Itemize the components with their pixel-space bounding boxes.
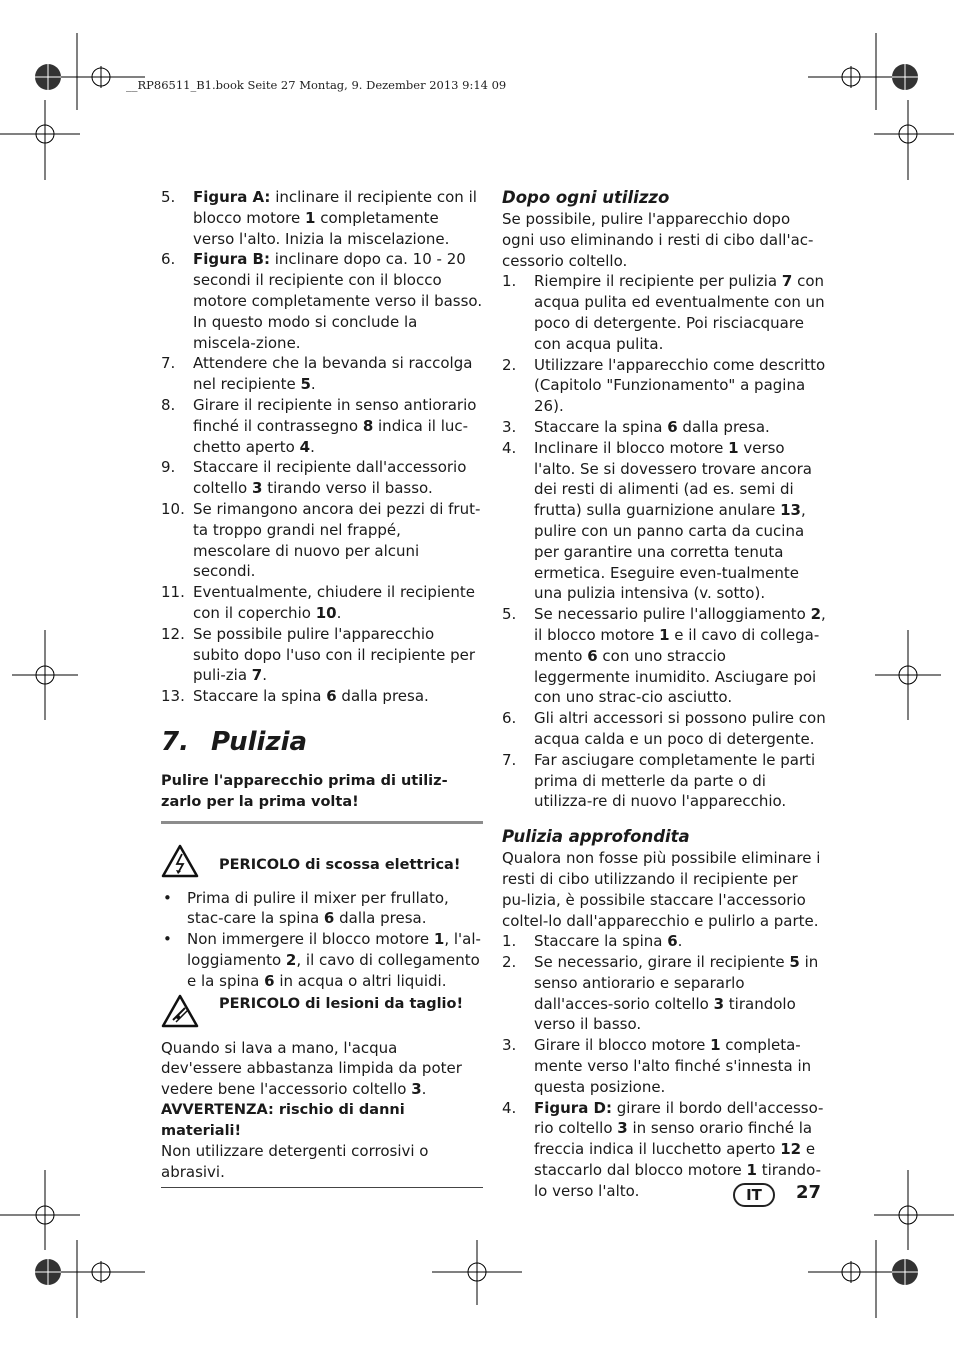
list-item	[161, 187, 483, 249]
text-run: Se possibile pulire l'apparecchio subito dopo l'uso con il recipiente per puli-zia	[193, 624, 476, 685]
section-title: Pulizia	[211, 726, 308, 757]
list-item	[502, 1035, 826, 1097]
bold-ref: 6	[667, 932, 678, 951]
bold-ref: 2	[810, 605, 822, 624]
list-number: •	[163, 930, 172, 949]
cut-warning-text	[161, 1038, 483, 1100]
list-item	[502, 355, 826, 417]
text-run: completamente verso l'alto. Inizia la miscelazione.	[193, 208, 450, 248]
text-run: Quando si lava a mano, l'acqua dev'essere abbastanza limpida da poter vedere bene l'accessorio coltello	[161, 1038, 462, 1099]
bold-ref: 1	[659, 625, 670, 644]
bold-ref: Figura B:	[193, 250, 270, 269]
list-number: 3.	[502, 417, 517, 436]
text-run: completa-mente verso l'alto finché s'innesta in questa posizione.	[534, 1036, 812, 1096]
electric-warning-icon	[161, 844, 199, 878]
list-text	[534, 751, 815, 811]
text-run: Riempire il recipiente per pulizia	[534, 272, 782, 291]
bold-ref: 1	[710, 1036, 721, 1055]
text-run: Non immergere il blocco motore	[187, 930, 434, 949]
intro-text: Se possibile, pulire l'apparecchio dopo ogni uso eliminando i resti di cibo dall'ac-cessorio coltello.	[502, 210, 814, 270]
list-number: 3.	[502, 1036, 517, 1055]
warning-electric	[161, 844, 483, 888]
bold-ref: 2	[285, 950, 297, 969]
electric-warning-bullets	[161, 888, 483, 992]
section-number: 7.	[161, 726, 189, 757]
text-run: Far asciugare completamente le parti prima di metterle da parte o di utilizza-re di nuovo l'apparecchio.	[534, 750, 816, 811]
list-item	[161, 395, 483, 457]
left-column	[161, 187, 483, 1188]
list-text	[534, 439, 812, 603]
list-text	[534, 953, 818, 1033]
bold-ref: 7	[251, 666, 263, 685]
bold-ref: 1	[305, 208, 316, 227]
text-run: dalla presa.	[677, 417, 770, 436]
list-text	[187, 930, 481, 990]
bold-ref: 10	[315, 603, 337, 622]
text-run: Girare il recipiente in senso antiorario finché il contrassegno	[193, 395, 477, 435]
text-run: Staccare il recipiente dall'accessorio coltello	[193, 458, 467, 498]
list-item	[161, 888, 483, 930]
text-run: Utilizzare l'apparecchio come descritto (Capitolo "Funzionamento" a pagina 26).	[534, 355, 826, 416]
list-text	[534, 272, 825, 352]
text-run: .	[310, 437, 315, 456]
list-text	[534, 932, 682, 950]
text-run: , pulire con un panno carta da cucina per garantire una corretta tenuta ermetica. Eseguire even-tualmente una pulizia intensiva (v. sotto).	[534, 501, 806, 603]
bold-ref: 12	[780, 1140, 802, 1159]
text-run: in senso orario finché la freccia indica il lucchetto aperto	[534, 1119, 813, 1159]
list-item	[161, 457, 483, 499]
list-number: 13.	[161, 687, 185, 706]
section-heading	[161, 727, 483, 757]
list-item	[502, 750, 826, 812]
text-run: Se necessario, girare il recipiente	[534, 953, 790, 972]
text-run: verso l'alto. Se si dovessero trovare ancora dei resti di alimenti (ad es. semi di frutta) sulla guarnizione anulare	[534, 438, 812, 520]
bold-ref: 13	[780, 501, 801, 520]
text-run: in senso antiorario e separarlo dall'acces-sorio coltello	[534, 953, 819, 1013]
list-item	[161, 929, 483, 991]
text-run: con uno straccio leggermente inumidito. Asciugare poi con uno strac-cio asciutto.	[534, 646, 817, 707]
text-run: Prima di pulire il mixer per frullato, stac-care la spina	[187, 888, 449, 928]
text-run: Staccare la spina	[534, 932, 668, 951]
list-number: •	[163, 888, 172, 907]
list-number: 11.	[161, 583, 185, 602]
text-run: in acqua o altri liquidi.	[274, 971, 447, 990]
text-run: , il cavo di collegamento e la spina	[187, 950, 480, 990]
list-text	[193, 188, 477, 248]
right-column	[502, 187, 826, 1202]
list-number: 7.	[502, 750, 517, 769]
list-item	[502, 708, 826, 750]
text-run: tirando-lo verso l'alto.	[534, 1161, 822, 1200]
bold-ref: 3	[713, 994, 725, 1013]
text-run: .	[262, 666, 267, 685]
text-run: , l'al-loggiamento	[187, 930, 481, 969]
text-run: inclinare il recipiente con il blocco motore	[193, 188, 477, 227]
text-run: Staccare la spina	[193, 687, 327, 706]
list-item	[502, 417, 826, 438]
list-number: 4.	[502, 1098, 517, 1117]
list-item	[161, 582, 483, 624]
list-text	[534, 418, 770, 436]
bold-ref: 6	[587, 646, 598, 665]
list-number: 5.	[161, 188, 176, 206]
cleaning-steps-list	[502, 271, 826, 812]
text-run: girare il bordo dell'accesso-rio coltello	[534, 1098, 824, 1138]
text-run: dalla presa.	[336, 687, 429, 706]
text-run: tirandolo verso il basso.	[534, 994, 796, 1034]
list-number: 10.	[161, 499, 185, 518]
list-text	[187, 889, 449, 928]
bold-ref: Figura A:	[193, 188, 271, 206]
list-item	[161, 686, 483, 707]
list-number: 2.	[502, 953, 517, 972]
divider	[161, 1187, 483, 1188]
list-item	[502, 1098, 826, 1202]
deep-cleaning-steps-list	[502, 931, 826, 1201]
intro-text: Qualora non fosse più possibile eliminare i resti di cibo utilizzando il recipiente per pu-lizia, è possibile staccare l'accessorio coltel-lo dall'apparecchio e pulirlo a parte.	[502, 849, 821, 930]
text-run: Girare il blocco motore	[534, 1036, 711, 1055]
list-text	[193, 687, 429, 705]
text-run: inclinare dopo ca. 10 - 20 secondi il recipiente con il blocco motore completamente verso il basso. In questo modo si conclude la miscela-zione.	[193, 250, 483, 352]
subheading: Pulizia approfondita	[502, 827, 690, 847]
list-item	[502, 931, 826, 952]
text-run: .	[677, 932, 683, 951]
text-run: con acqua pulita ed eventualmente con un poco di detergente. Poi risciacquare con acqua pulita.	[534, 272, 825, 353]
list-text	[193, 625, 475, 685]
page-number: 27	[796, 1182, 822, 1203]
language-badge: IT	[733, 1183, 775, 1207]
text-run: e staccarlo dal blocco motore	[534, 1140, 816, 1180]
print-header: __RP86511_B1.book Seite 27 Montag, 9. Dezember 2013 9:14 09	[126, 78, 507, 92]
list-text	[534, 1099, 823, 1200]
cut-warning-icon	[161, 994, 199, 1028]
list-item	[502, 952, 826, 1035]
list-item	[161, 249, 483, 353]
list-text	[193, 583, 475, 622]
notice-text: Non utilizzare detergenti corrosivi o abrasivi.	[161, 1142, 429, 1182]
bold-ref: 3	[251, 479, 263, 498]
list-item	[502, 271, 826, 354]
list-number: 9.	[161, 458, 176, 477]
bold-ref: 8	[362, 416, 374, 435]
bold-ref: 6	[264, 971, 275, 990]
text-run: Attendere che la bevanda si raccolga nel recipiente	[193, 354, 473, 394]
text-run: .	[310, 375, 316, 394]
list-text	[534, 605, 826, 706]
text-run: e il cavo di collega-mento	[534, 625, 820, 665]
text-run: Se necessario pulire l'alloggiamento	[534, 605, 811, 624]
list-text	[193, 396, 476, 456]
list-text	[193, 250, 482, 351]
list-item	[502, 438, 826, 604]
bold-ref: Figura D:	[534, 1098, 612, 1117]
list-number: 4.	[502, 438, 517, 457]
bold-ref: 1	[746, 1161, 757, 1180]
text-run: dalla presa.	[334, 909, 427, 928]
text-run: Eventualmente, chiudere il recipiente con il coperchio	[193, 583, 475, 622]
text-run: , il blocco motore	[534, 605, 826, 644]
bold-ref: 5	[789, 953, 800, 972]
list-number: 1.	[502, 932, 517, 951]
list-text	[534, 356, 825, 416]
divider	[161, 821, 483, 824]
text-run: .	[421, 1080, 427, 1099]
list-item	[161, 353, 483, 395]
list-text	[534, 709, 826, 748]
list-number: 6.	[502, 709, 517, 728]
bold-ref: 1	[433, 930, 445, 949]
lead-note: Pulire l'apparecchio prima di utiliz-zarlo per la prima volta!	[161, 772, 448, 810]
text-run: Gli altri accessori si possono pulire con acqua calda e un poco di detergente.	[534, 709, 826, 748]
list-number: 7.	[161, 354, 176, 373]
list-item	[161, 499, 483, 582]
list-text	[534, 1036, 811, 1096]
list-number: 2.	[502, 355, 517, 374]
list-number: 1.	[502, 272, 517, 291]
warning-cut	[161, 994, 483, 1038]
bold-ref: 4	[299, 437, 311, 456]
bold-ref: 1	[728, 438, 739, 457]
text-run: tirando verso il basso.	[262, 479, 433, 498]
list-item	[502, 604, 826, 708]
notice-title: AVVERTENZA: rischio di danni materiali!	[161, 1101, 405, 1139]
text-run: Inclinare il blocco motore	[534, 438, 729, 457]
text-run: Staccare la spina	[534, 417, 668, 436]
list-number: 5.	[502, 605, 517, 624]
usage-steps-list	[161, 187, 483, 707]
bold-ref: 6	[326, 687, 337, 706]
list-number: 8.	[161, 395, 176, 414]
list-text	[193, 458, 466, 497]
warning-title: PERICOLO di scossa elettrica!	[219, 856, 461, 873]
list-text	[193, 354, 472, 393]
list-text	[193, 500, 480, 580]
list-item	[161, 624, 483, 686]
subheading: Dopo ogni utilizzo	[502, 188, 670, 207]
bold-ref: 6	[667, 417, 678, 436]
bold-ref: 5	[300, 375, 311, 394]
text-run: indica il luc-chetto aperto	[193, 416, 469, 456]
bold-ref: 3	[617, 1119, 628, 1138]
bold-ref: 7	[781, 272, 793, 291]
bold-ref: 6	[323, 909, 335, 928]
list-number: 12.	[161, 624, 185, 643]
list-number: 6.	[161, 250, 176, 269]
bold-ref: 3	[411, 1080, 422, 1099]
warning-title: PERICOLO di lesioni da taglio!	[219, 995, 464, 1012]
text-run: Se rimangono ancora dei pezzi di frut-ta troppo grandi nel frappé, mescolare di nuovo per alcuni secondi.	[193, 499, 481, 581]
text-run: .	[336, 603, 342, 622]
